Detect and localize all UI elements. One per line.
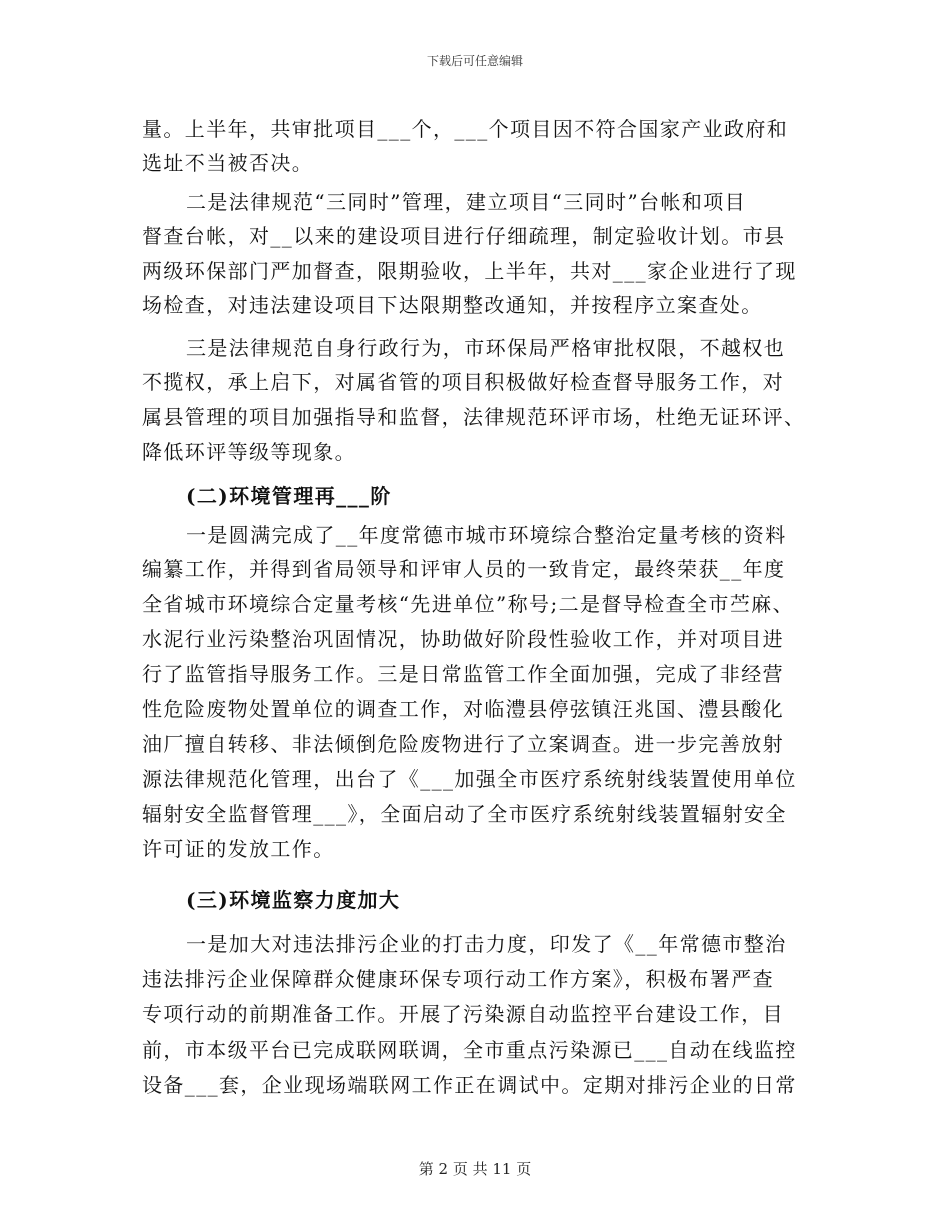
paragraph-line: 性危险废物处置单位的调查工作，对临澧县停弦镇汪兆国、澧县酸化 (142, 697, 784, 721)
paragraph-line: 一是加大对违法排污企业的打击力度，印发了《__年常德市整治 (186, 932, 787, 956)
paragraph-line: 全省城市环境综合定量考核“先进单位”称号;二是督导检查全市苎麻、 (142, 592, 794, 616)
paragraph-line: 场检查，对违法建设项目下达限期整改通知，并按程序立案查处。 (142, 293, 763, 317)
paragraph-line: 编纂工作，并得到省局领导和评审人员的一致肯定，最终荣获__年度 (142, 557, 786, 581)
paragraph-line: 前，市本级平台已完成联网联调，全市重点污染源已___自动在线监控 (142, 1038, 797, 1062)
paragraph-line: 违法排污企业保障群众健康环保专项行动工作方案》，积极布署严查 (142, 967, 774, 991)
paragraph-line: 督查台帐，对__以来的建设项目进行仔细疏理，制定验收计划。市县 (142, 224, 786, 248)
section-heading: (三)环境监察力度加大 (186, 888, 401, 912)
paragraph-line: 设备___套，企业现场端联网工作正在调试中。定期对排污企业的日常 (142, 1073, 797, 1097)
paragraph-line: 辐射安全监督管理___》，全面启动了全市医疗系统射线装置辐射安全 (142, 802, 787, 826)
paragraph-line: 许可证的发放工作。 (142, 837, 335, 861)
paragraph-line: 三是法律规范自身行政行为，市环保局严格审批权限，不越权也 (186, 336, 786, 360)
paragraph-line: 一是圆满完成了__年度常德市城市环境综合整治定量考核的资料 (186, 523, 787, 547)
page-number: 第 2 页 共 11 页 (418, 1160, 532, 1178)
paragraph-line: 量。上半年，共审批项目___个，___个项目因不符合国家产业政府和 (142, 117, 789, 141)
paragraph-line: 专项行动的前期准备工作。开展了污染源自动监控平台建设工作，目 (142, 1002, 784, 1026)
paragraph-line: 水泥行业污染整治巩固情况，协助做好阶段性验收工作，并对项目进 (142, 627, 784, 651)
paragraph-line: 源法律规范化管理，出台了《___加强全市医疗系统射线装置使用单位 (142, 767, 797, 791)
paragraph-line: 二是法律规范“三同时”管理，建立项目“三同时”台帐和项目 (186, 190, 747, 214)
paragraph-line: 降低环评等级等现象。 (142, 440, 356, 464)
section-heading: (二)环境管理再___阶 (186, 484, 392, 508)
paragraph-line: 属县管理的项目加强指导和监督，法律规范环评市场，杜绝无证环评、 (142, 405, 806, 429)
paragraph-line: 行了监管指导服务工作。三是日常监管工作全面加强，完成了非经营 (142, 662, 784, 686)
paragraph-line: 两级环保部门严加督查，限期验收，上半年，共对___家企业进行了现 (142, 259, 797, 283)
paragraph-line: 油厂擅自转移、非法倾倒危险废物进行了立案调查。进一步完善放射 (142, 732, 784, 756)
page-header: 下载后可任意编辑 (426, 54, 523, 68)
paragraph-line: 不揽权，承上启下，对属省管的项目积极做好检查督导服务工作，对 (142, 370, 784, 394)
paragraph-line: 选址不当被否决。 (142, 151, 314, 175)
